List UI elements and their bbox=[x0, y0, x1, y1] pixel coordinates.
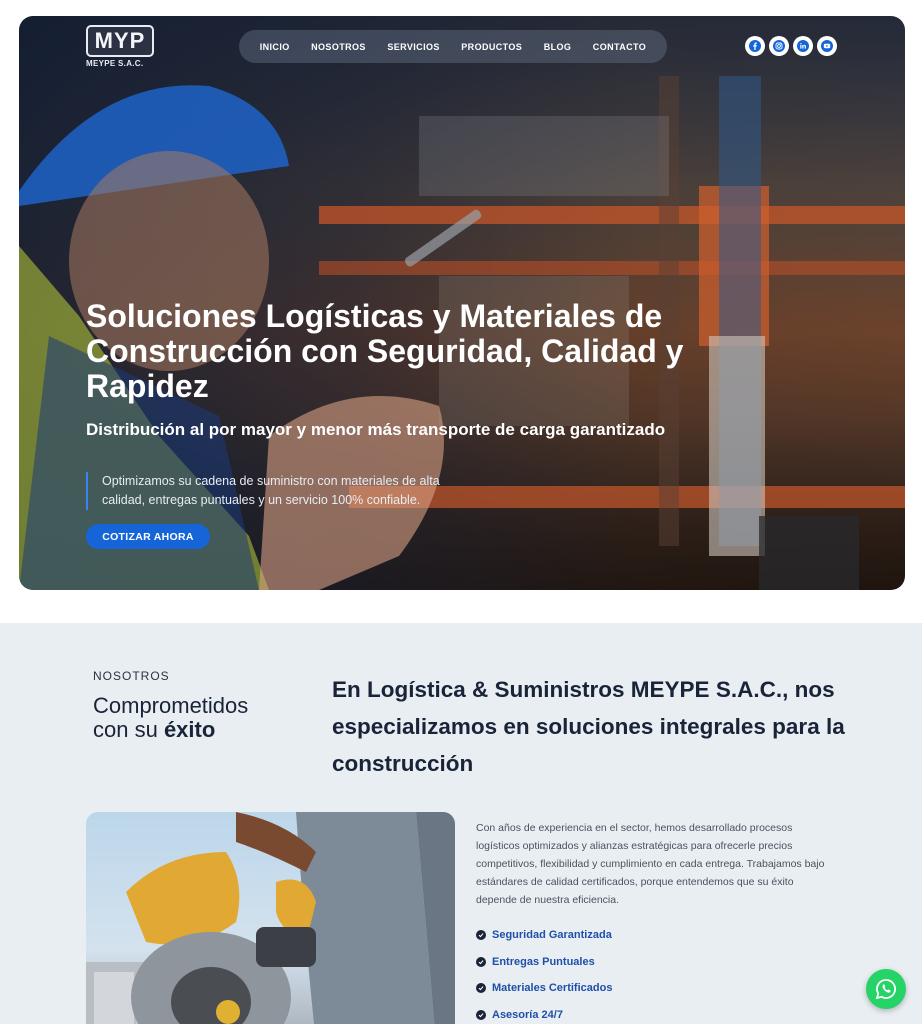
social-links bbox=[745, 36, 837, 56]
hero-title: Soluciones Logísticas y Materiales de Construcción con Seguridad, Calidad y Rapidez bbox=[86, 298, 684, 404]
check-circle-icon bbox=[476, 930, 486, 940]
nav-item-servicios[interactable]: SERVICIOS bbox=[387, 41, 440, 52]
brand-logo[interactable] bbox=[86, 25, 156, 71]
worker-cutting-illustration bbox=[86, 812, 455, 1024]
hero-subtitle: Distribución al por mayor y menor más transporte de carga garantizado bbox=[86, 420, 666, 439]
hero-description: Optimizamos su cadena de suministro con materiales de alta calidad, entregas puntuales y un servicio 100% confiable. bbox=[86, 472, 456, 510]
feature-item bbox=[476, 922, 776, 949]
feature-label: Asesoría 24/7 bbox=[492, 1008, 563, 1021]
about-heading: En Logística & Suministros MEYPE S.A.C., nos especializamos en soluciones integrales para la construcción bbox=[332, 677, 845, 776]
about-left-title bbox=[93, 694, 248, 742]
youtube-icon[interactable] bbox=[817, 36, 837, 56]
feature-item bbox=[476, 949, 776, 976]
about-left-title-prefix: con su bbox=[93, 717, 164, 742]
nav-item-inicio[interactable]: INICIO bbox=[259, 41, 290, 52]
hero-section bbox=[19, 16, 905, 590]
facebook-icon[interactable] bbox=[745, 36, 765, 56]
feature-label: Seguridad Garantizada bbox=[492, 929, 612, 942]
whatsapp-button[interactable] bbox=[866, 969, 906, 1009]
check-circle-icon bbox=[476, 957, 486, 967]
nav-item-nosotros[interactable]: NOSOTROS bbox=[311, 41, 366, 52]
instagram-icon[interactable] bbox=[769, 36, 789, 56]
logo-text: MYP bbox=[94, 28, 146, 53]
about-body: Con años de experiencia en el sector, hemos desarrollado procesos logísticos optimizados y alianzas estratégicas para ofrecerle precios competitivos, flexibilidad y cumplimiento en cada entrega. Trabajamos bajo estándares de calidad certificados, porque entendemos que su éxito depende de nuestra eficiencia. bbox=[476, 822, 825, 906]
nav-item-contacto[interactable]: CONTACTO bbox=[592, 41, 647, 52]
section-eyebrow: NOSOTROS bbox=[93, 669, 170, 683]
feature-label: Entregas Puntuales bbox=[492, 955, 595, 968]
about-left-title-line2 bbox=[93, 718, 248, 742]
logo-box bbox=[86, 25, 154, 57]
check-circle-icon bbox=[476, 983, 486, 993]
feature-item bbox=[476, 975, 776, 1002]
company-name: MEYPE S.A.C. bbox=[86, 59, 144, 68]
quote-button[interactable]: COTIZAR AHORA bbox=[86, 524, 210, 549]
feature-label: Materiales Certificados bbox=[492, 982, 613, 995]
feature-list bbox=[476, 922, 776, 1024]
worker-cutting-image bbox=[86, 812, 455, 1024]
about-left-title-bold: éxito bbox=[163, 717, 216, 742]
about-section bbox=[0, 623, 922, 1024]
about-left-title-line1: Comprometidos bbox=[93, 693, 249, 718]
nav-item-blog[interactable]: BLOG bbox=[543, 41, 572, 52]
main-nav bbox=[239, 30, 667, 63]
linkedin-icon[interactable] bbox=[793, 36, 813, 56]
whatsapp-icon bbox=[874, 977, 898, 1001]
nav-item-productos[interactable]: PRODUCTOS bbox=[461, 41, 523, 52]
feature-item bbox=[476, 1002, 776, 1024]
check-circle-icon bbox=[476, 1010, 486, 1020]
